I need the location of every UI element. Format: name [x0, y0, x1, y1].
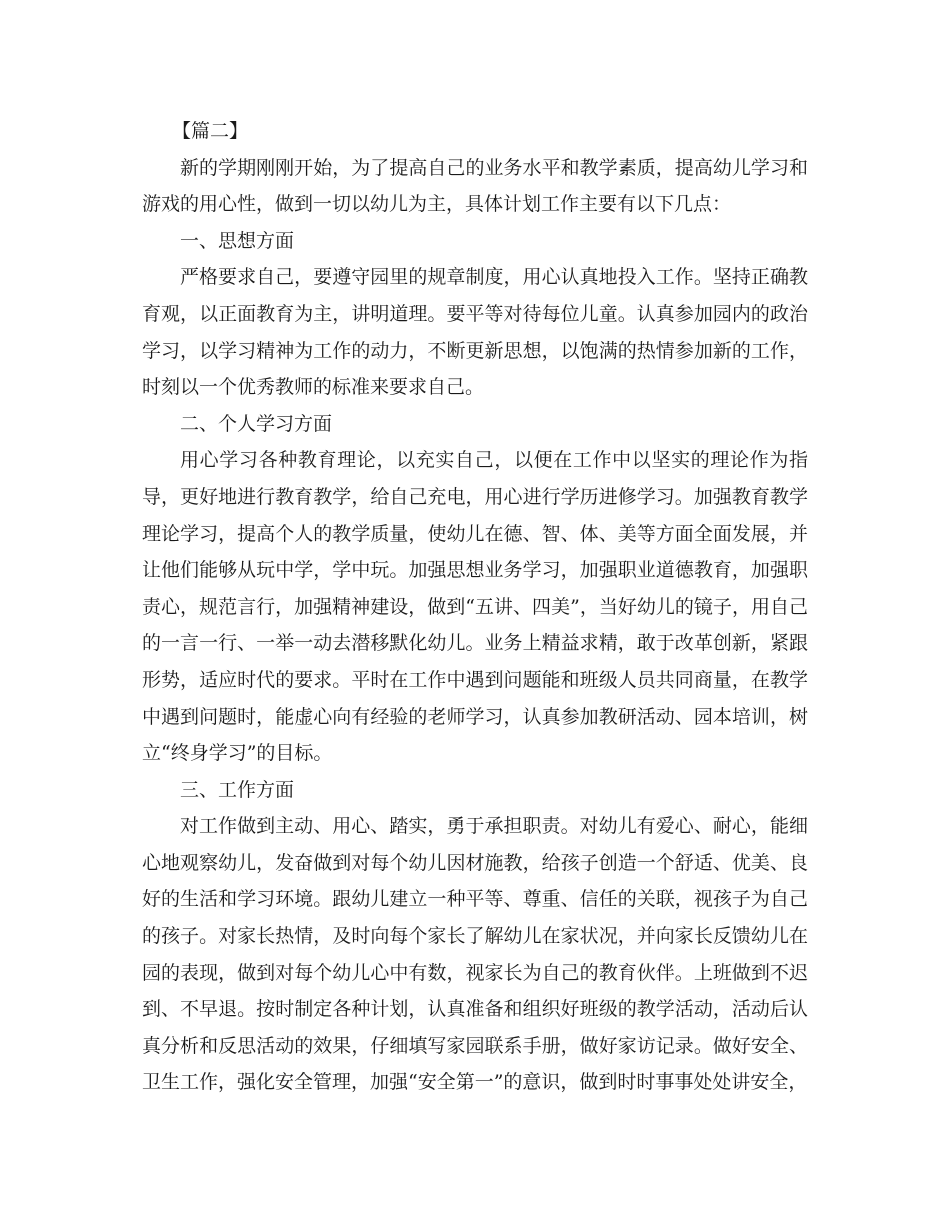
section-body-thought: 严格要求自己，要遵守园里的规章制度，用心认真地投入工作。坚持正确教育观，以正面教育为主，讲明道理。要平等对待每位儿童。认真参加园内的政治学习，以学习精神为工作的动力，不断更新思想，以饱满的热情参加新的工作，时刻以一个优秀教师的标准来要求自己。 — [142, 266, 808, 399]
section-tag: 【篇二】 — [172, 120, 249, 142]
intro-paragraph: 新的学期刚刚开始，为了提高自己的业务水平和教学素质，提高幼儿学习和游戏的用心性，做到一切以幼儿为主，具体计划工作主要有以下几点： — [142, 156, 808, 216]
section-heading-work: 三、工作方面 — [180, 778, 295, 801]
section-body-work: 对工作做到主动、用心、踏实，勇于承担职责。对幼儿有爱心、耐心，能细心地观察幼儿，发奋做到对每个幼儿因材施教，给孩子创造一个舒适、优美、良好的生活和学习环境。跟幼儿建立一种平等、尊重、信任的关联，视孩子为自己的孩子。对家长热情，及时向每个家长了解幼儿在家状况，并向家长反馈幼儿在园的表现，做到对每个幼儿心中有数，视家长为自己的教育伙伴。上班做到不迟到、不早退。按时制定各种计划，认真准备和组织好班级的教学活动，活动后认真分析和反思活动的效果，仔细填写家园联系手册，做好家访记录。做好安全、卫生工作，强化安全管理，加强“安全第一”的意识，做到时时事事处处讲安全， — [142, 815, 808, 1094]
section-heading-thought: 一、思想方面 — [180, 229, 295, 252]
section-body-personal-study: 用心学习各种教育理论，以充实自己，以便在工作中以坚实的理论作为指导，更好地进行教育教学，给自己充电，用心进行学历进修学习。加强教育教学理论学习，提高个人的教学质量，使幼儿在德、智、体、美等方面全面发展，并让他们能够从玩中学，学中玩。加强思想业务学习，加强职业道德教育，加强职责心，规范言行，加强精神建设，做到“五讲、四美”，当好幼儿的镜子，用自己的一言一行、一举一动去潜移默化幼儿。业务上精益求精，敢于改革创新，紧跟形势，适应时代的要求。平时在工作中遇到问题能和班级人员共同商量，在教学中遇到问题时，能虚心向有经验的老师学习，认真参加教研活动、园本培训，树立“终身学习”的目标。 — [142, 449, 808, 765]
section-heading-personal-study: 二、个人学习方面 — [180, 412, 333, 435]
document-body — [142, 113, 808, 1101]
